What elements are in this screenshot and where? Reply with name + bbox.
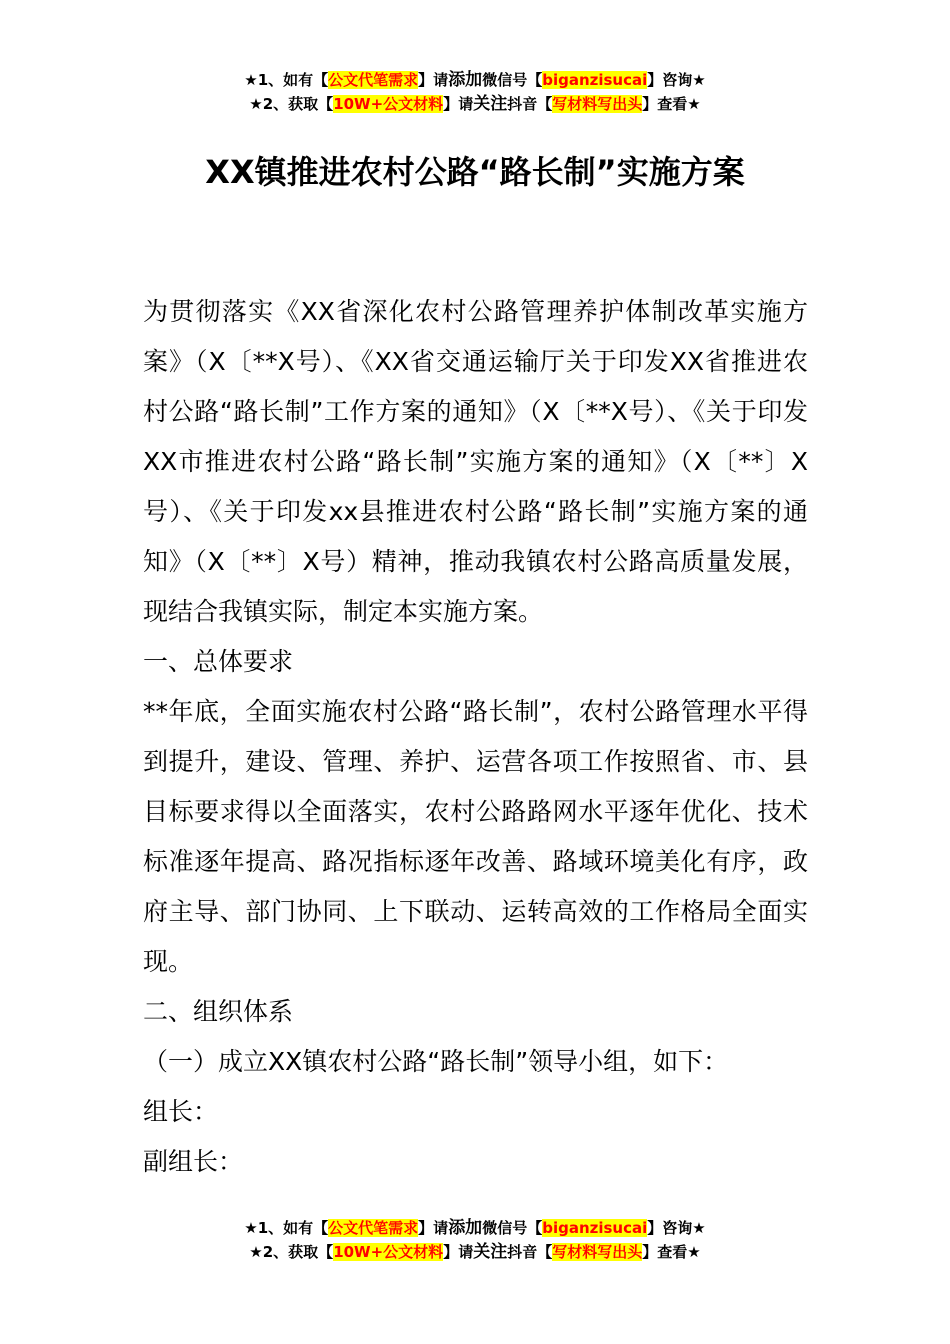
- promo-line-1: ★1、如有【公文代笔需求】请添加微信号【biganzisucai】咨询★: [244, 70, 706, 90]
- promo-line-2: ★2、获取【10W+公文材料】请关注抖音【写材料写出头】查看★: [249, 94, 701, 114]
- promo-highlight: 公文代笔需求: [328, 1219, 419, 1237]
- wechat-id: biganzisucai: [542, 71, 648, 89]
- paragraph: **年底，全面实施农村公路“路长制”，农村公路管理水平得到提升，建设、管理、养护、运营各项工作按照省、市、县目标要求得以全面落实，农村公路路网水平逐年优化、技术标准逐年提高、路况指标逐年改善、路域环境美化有序，政府主导、部门协同、上下联动、运转高效的工作格局全面实现。: [143, 697, 808, 976]
- bottom-promo-banner: [0, 1216, 950, 1264]
- top-promo-banner: [0, 68, 950, 116]
- paragraph: 组长：: [143, 1097, 219, 1126]
- paragraph: 副组长：: [143, 1147, 244, 1176]
- paragraph: 为贯彻落实《XX省深化农村公路管理养护体制改革实施方案》（X〔**X号）、《XX省交通运输厅关于印发XX省推进农村公路“路长制”工作方案的通知》（X〔**X号）、《关于印发XX市推进农村公路“路长制”实施方案的通知》（X〔**〕X号）、《关于印发xx县推进农村公路“路长制”实施方案的通知》（X〔**〕X号）精神，推动我镇农村公路高质量发展，现结合我镇实际，制定本实施方案。: [143, 297, 808, 626]
- promo-highlight: 10W+公文材料: [333, 1243, 444, 1261]
- wechat-id: biganzisucai: [542, 1219, 648, 1237]
- promo-line-1: ★1、如有【公文代笔需求】请添加微信号【biganzisucai】咨询★: [244, 1218, 706, 1238]
- document-body: [143, 287, 808, 1187]
- paragraph: （一）成立XX镇农村公路“路长制”领导小组，如下：: [143, 1047, 729, 1076]
- section-heading: 一、总体要求: [143, 647, 294, 676]
- promo-highlight: 公文代笔需求: [328, 71, 419, 89]
- promo-highlight: 10W+公文材料: [333, 95, 444, 113]
- document-title: XX镇推进农村公路“路长制”实施方案: [205, 153, 745, 191]
- promo-line-2: ★2、获取【10W+公文材料】请关注抖音【写材料写出头】查看★: [249, 1242, 701, 1262]
- douyin-id: 写材料写出头: [552, 1243, 643, 1261]
- section-heading: 二、组织体系: [143, 997, 294, 1026]
- douyin-id: 写材料写出头: [552, 95, 643, 113]
